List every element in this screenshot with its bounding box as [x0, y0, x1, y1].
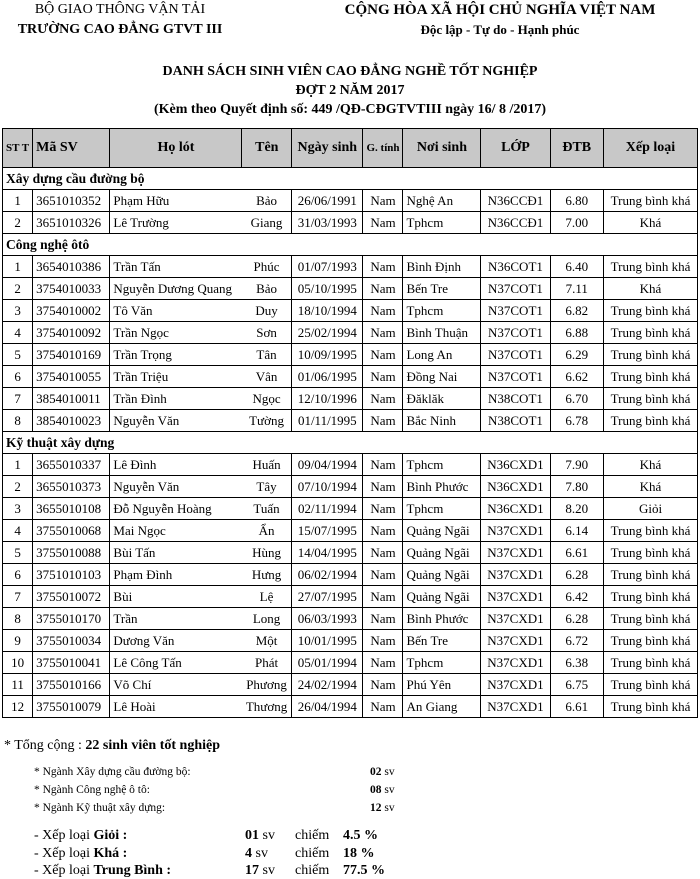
cell-birthdate: 26/04/1994	[292, 696, 363, 718]
cell-student-id: 3854010023	[33, 410, 110, 432]
table-row	[3, 366, 698, 388]
cell-stt: 6	[3, 366, 33, 388]
cell-stt: 1	[3, 190, 33, 212]
cell-birthdate: 02/11/1994	[292, 498, 363, 520]
cell-birthdate: 01/07/1993	[292, 256, 363, 278]
cell-birthdate: 25/02/1994	[292, 322, 363, 344]
cell-given-name: Sơn	[242, 322, 292, 344]
cell-stt: 3	[3, 498, 33, 520]
col-header-class: LỚP	[481, 129, 550, 168]
cell-ranking: Trung bình khá	[604, 630, 698, 652]
table-row	[3, 410, 698, 432]
cell-gpa: 8.20	[550, 498, 603, 520]
cell-surname: Mai Ngọc	[110, 520, 242, 542]
table-row	[3, 388, 698, 410]
table-row	[3, 454, 698, 476]
table-row	[3, 190, 698, 212]
cell-birthplace: Long An	[403, 344, 481, 366]
total-prefix: * Tổng cộng :	[4, 738, 86, 753]
cell-birthplace: Tphcm	[403, 454, 481, 476]
cell-student-id: 3651010326	[33, 212, 110, 234]
table-row	[3, 520, 698, 542]
graduates-table	[2, 128, 698, 718]
cell-ranking: Trung bình khá	[604, 410, 698, 432]
cell-birthdate: 01/11/1995	[292, 410, 363, 432]
cell-gender: Nam	[363, 564, 403, 586]
cell-birthdate: 15/07/1995	[292, 520, 363, 542]
table-row	[3, 212, 698, 234]
cell-surname: Trần Ngọc	[110, 322, 242, 344]
cell-class: N38COT1	[481, 388, 550, 410]
cell-gender: Nam	[363, 630, 403, 652]
cell-ranking: Trung bình khá	[604, 256, 698, 278]
table-row	[3, 300, 698, 322]
group-name: Xây dựng cầu đường bộ	[3, 168, 698, 190]
cell-class: N37COT1	[481, 366, 550, 388]
cell-stt: 2	[3, 212, 33, 234]
cell-birthplace: Đồng Nai	[403, 366, 481, 388]
cell-surname: Lê Hoài	[110, 696, 242, 718]
rank-word: chiếm	[295, 846, 330, 861]
cell-gpa: 7.80	[550, 476, 603, 498]
cell-student-id: 3655010373	[33, 476, 110, 498]
cell-ranking: Khá	[604, 476, 698, 498]
cell-student-id: 3755010088	[33, 542, 110, 564]
cell-birthplace: Bình Thuận	[403, 322, 481, 344]
cell-birthdate: 06/03/1993	[292, 608, 363, 630]
cell-birthplace: Tphcm	[403, 212, 481, 234]
cell-student-id: 3755010034	[33, 630, 110, 652]
cell-given-name: Tường	[242, 410, 292, 432]
cell-birthplace: Nghệ An	[403, 190, 481, 212]
cell-surname: Phạm Hữu	[110, 190, 242, 212]
cell-given-name: Duy	[242, 300, 292, 322]
cell-surname: Lê Đình	[110, 454, 242, 476]
cell-gpa: 6.42	[550, 586, 603, 608]
rank-word: chiếm	[295, 828, 330, 843]
cell-class: N36CXD1	[481, 454, 550, 476]
col-header-stt: ST T	[3, 129, 33, 168]
cell-given-name: Bảo	[242, 278, 292, 300]
industry-line: * Ngành Công nghệ ô tô:	[34, 784, 150, 796]
cell-ranking: Trung bình khá	[604, 652, 698, 674]
document-header-left	[0, 0, 240, 40]
cell-gpa: 6.82	[550, 300, 603, 322]
table-row	[3, 586, 698, 608]
cell-given-name: Huấn	[242, 454, 292, 476]
table-header-row	[3, 129, 698, 168]
cell-given-name: Một	[242, 630, 292, 652]
cell-gender: Nam	[363, 278, 403, 300]
cell-surname: Võ Chí	[110, 674, 242, 696]
cell-gpa: 6.78	[550, 410, 603, 432]
cell-gender: Nam	[363, 476, 403, 498]
table-row	[3, 476, 698, 498]
cell-class: N36CCĐ1	[481, 190, 550, 212]
cell-student-id: 3754010033	[33, 278, 110, 300]
cell-stt: 5	[3, 542, 33, 564]
industry-line: * Ngành Xây dựng cầu đường bộ:	[34, 766, 191, 778]
document-title: DANH SÁCH SINH VIÊN CAO ĐẲNG NGHỀ TỐT NGHIỆP	[162, 64, 538, 79]
cell-class: N37COT1	[481, 300, 550, 322]
cell-birthdate: 10/09/1995	[292, 344, 363, 366]
cell-student-id: 3755010041	[33, 652, 110, 674]
cell-birthplace: Bến Tre	[403, 630, 481, 652]
cell-stt: 5	[3, 344, 33, 366]
cell-surname: Bùi Tấn	[110, 542, 242, 564]
cell-gpa: 6.70	[550, 388, 603, 410]
cell-gpa: 6.80	[550, 190, 603, 212]
cell-ranking: Trung bình khá	[604, 608, 698, 630]
cell-birthdate: 01/06/1995	[292, 366, 363, 388]
cell-gender: Nam	[363, 322, 403, 344]
cell-birthplace: Bình Phước	[403, 476, 481, 498]
cell-birthplace: Bến Tre	[403, 278, 481, 300]
cell-ranking: Trung bình khá	[604, 586, 698, 608]
cell-stt: 4	[3, 520, 33, 542]
group-header-row	[3, 234, 698, 256]
cell-ranking: Trung bình khá	[604, 190, 698, 212]
col-header-gender: G. tính	[363, 129, 403, 168]
table-row	[3, 498, 698, 520]
cell-ranking: Trung bình khá	[604, 520, 698, 542]
group-header-row	[3, 168, 698, 190]
cell-ranking: Trung bình khá	[604, 300, 698, 322]
cell-student-id: 3755010068	[33, 520, 110, 542]
cell-ranking: Trung bình khá	[604, 542, 698, 564]
cell-student-id: 3655010337	[33, 454, 110, 476]
national-motto: Độc lập - Tự do - Hạnh phúc	[420, 22, 580, 37]
cell-stt: 4	[3, 322, 33, 344]
col-header-gpa: ĐTB	[550, 129, 603, 168]
cell-student-id: 3755010166	[33, 674, 110, 696]
cell-birthplace: Bắc Ninh	[403, 410, 481, 432]
table-body	[3, 168, 698, 718]
col-header-birthplace: Nơi sinh	[403, 129, 481, 168]
cell-given-name: Vân	[242, 366, 292, 388]
cell-birthplace: Tphcm	[403, 652, 481, 674]
cell-class: N36CXD1	[481, 476, 550, 498]
cell-given-name: Lệ	[242, 586, 292, 608]
cell-gpa: 6.28	[550, 608, 603, 630]
cell-gpa: 7.00	[550, 212, 603, 234]
cell-surname: Dương Văn	[110, 630, 242, 652]
cell-gender: Nam	[363, 520, 403, 542]
industry-count: 08 sv	[370, 784, 395, 796]
cell-gender: Nam	[363, 586, 403, 608]
cell-surname: Nguyễn Dương Quang	[110, 278, 242, 300]
cell-surname: Tô Văn	[110, 300, 242, 322]
cell-birthplace: Tphcm	[403, 498, 481, 520]
rank-line: - Xếp loại Trung Bình :	[34, 863, 172, 878]
cell-stt: 1	[3, 454, 33, 476]
cell-gpa: 6.38	[550, 652, 603, 674]
cell-birthdate: 05/01/1994	[292, 652, 363, 674]
cell-student-id: 3854010011	[33, 388, 110, 410]
cell-given-name: Giang	[242, 212, 292, 234]
cell-gpa: 6.40	[550, 256, 603, 278]
table-row	[3, 344, 698, 366]
cell-gpa: 6.62	[550, 366, 603, 388]
cell-stt: 2	[3, 278, 33, 300]
table-row	[3, 696, 698, 718]
cell-birthdate: 26/06/1991	[292, 190, 363, 212]
cell-gender: Nam	[363, 344, 403, 366]
col-header-ranking: Xếp loại	[604, 129, 698, 168]
cell-given-name: Bảo	[242, 190, 292, 212]
cell-student-id: 3754010092	[33, 322, 110, 344]
table-row	[3, 674, 698, 696]
cell-given-name: Long	[242, 608, 292, 630]
cell-given-name: Phát	[242, 652, 292, 674]
cell-stt: 1	[3, 256, 33, 278]
cell-birthplace: Bình Định	[403, 256, 481, 278]
cell-surname: Bùi	[110, 586, 242, 608]
total-count: 22 sinh viên tốt nghiệp	[85, 738, 220, 753]
cell-ranking: Trung bình khá	[604, 366, 698, 388]
table-row	[3, 652, 698, 674]
cell-student-id: 3654010386	[33, 256, 110, 278]
cell-birthplace: Quảng Ngãi	[403, 542, 481, 564]
cell-gender: Nam	[363, 410, 403, 432]
cell-class: N37CXD1	[481, 542, 550, 564]
cell-gender: Nam	[363, 608, 403, 630]
rank-count: 17 sv	[245, 863, 275, 878]
ministry-name: BỘ GIAO THÔNG VẬN TẢI	[34, 2, 206, 17]
cell-student-id: 3754010169	[33, 344, 110, 366]
cell-class: N37CXD1	[481, 652, 550, 674]
cell-class: N37CXD1	[481, 586, 550, 608]
cell-surname: Trần Triệu	[110, 366, 242, 388]
cell-gender: Nam	[363, 300, 403, 322]
cell-birthdate: 07/10/1994	[292, 476, 363, 498]
cell-student-id: 3754010055	[33, 366, 110, 388]
cell-ranking: Trung bình khá	[604, 564, 698, 586]
col-header-surname: Họ lót	[110, 129, 242, 168]
cell-class: N37CXD1	[481, 520, 550, 542]
cell-stt: 9	[3, 630, 33, 652]
cell-surname: Nguyễn Văn	[110, 476, 242, 498]
cell-birthdate: 14/04/1995	[292, 542, 363, 564]
cell-birthdate: 27/07/1995	[292, 586, 363, 608]
col-header-given-name: Tên	[242, 129, 292, 168]
cell-gpa: 6.29	[550, 344, 603, 366]
document-header-right	[300, 0, 700, 40]
cell-ranking: Khá	[604, 454, 698, 476]
cell-stt: 8	[3, 410, 33, 432]
rank-line: - Xếp loại Khá :	[34, 846, 128, 861]
table-row	[3, 322, 698, 344]
rank-percent: 4.5 %	[343, 828, 378, 843]
cell-gender: Nam	[363, 212, 403, 234]
cell-stt: 3	[3, 300, 33, 322]
cell-birthplace: An Giang	[403, 696, 481, 718]
cell-birthdate: 31/03/1993	[292, 212, 363, 234]
col-header-student-id: Mã SV	[33, 129, 110, 168]
cell-birthplace: Quảng Ngãi	[403, 520, 481, 542]
cell-stt: 6	[3, 564, 33, 586]
cell-class: N37COT1	[481, 344, 550, 366]
cell-given-name: Hưng	[242, 564, 292, 586]
table-row	[3, 256, 698, 278]
cell-gender: Nam	[363, 542, 403, 564]
cell-given-name: Phúc	[242, 256, 292, 278]
cell-given-name: Tây	[242, 476, 292, 498]
cell-stt: 12	[3, 696, 33, 718]
cell-gender: Nam	[363, 454, 403, 476]
industry-count: 02 sv	[370, 766, 395, 778]
cell-class: N36COT1	[481, 256, 550, 278]
cell-student-id: 3755010072	[33, 586, 110, 608]
cell-ranking: Trung bình khá	[604, 696, 698, 718]
table-row	[3, 278, 698, 300]
cell-student-id: 3655010108	[33, 498, 110, 520]
cell-class: N37CXD1	[481, 608, 550, 630]
cell-birthplace: Quảng Ngãi	[403, 586, 481, 608]
cell-gpa: 6.61	[550, 696, 603, 718]
cell-gpa: 6.88	[550, 322, 603, 344]
rank-word: chiếm	[295, 863, 330, 878]
cell-gpa: 6.28	[550, 564, 603, 586]
table-row	[3, 630, 698, 652]
cell-gpa: 6.61	[550, 542, 603, 564]
decision-reference: (Kèm theo Quyết định số: 449 /QĐ-CĐGTVTIII ngày 16/ 8 /2017)	[153, 102, 547, 117]
cell-gender: Nam	[363, 190, 403, 212]
cell-birthdate: 18/10/1994	[292, 300, 363, 322]
rank-percent: 77.5 %	[343, 863, 385, 878]
cell-surname: Phạm Đình	[110, 564, 242, 586]
cell-class: N36CCĐ1	[481, 212, 550, 234]
table-row	[3, 564, 698, 586]
cell-gender: Nam	[363, 674, 403, 696]
cell-gpa: 6.14	[550, 520, 603, 542]
cell-gpa: 6.72	[550, 630, 603, 652]
cell-surname: Trần Trọng	[110, 344, 242, 366]
cell-gpa: 7.11	[550, 278, 603, 300]
cell-birthdate: 10/01/1995	[292, 630, 363, 652]
cell-stt: 11	[3, 674, 33, 696]
cell-class: N38COT1	[481, 410, 550, 432]
cell-given-name: Hùng	[242, 542, 292, 564]
cell-birthdate: 09/04/1994	[292, 454, 363, 476]
cell-student-id: 3751010103	[33, 564, 110, 586]
cell-ranking: Trung bình khá	[604, 322, 698, 344]
cell-surname: Lê Công Tấn	[110, 652, 242, 674]
cell-ranking: Trung bình khá	[604, 674, 698, 696]
cell-class: N37CXD1	[481, 630, 550, 652]
cell-class: N36CXD1	[481, 498, 550, 520]
cell-ranking: Khá	[604, 278, 698, 300]
cell-stt: 7	[3, 586, 33, 608]
cell-gender: Nam	[363, 256, 403, 278]
cell-surname: Trần	[110, 608, 242, 630]
cell-surname: Trần Tấn	[110, 256, 242, 278]
cell-birthdate: 24/02/1994	[292, 674, 363, 696]
cell-surname: Trần Đình	[110, 388, 242, 410]
cell-gender: Nam	[363, 366, 403, 388]
group-header-row	[3, 432, 698, 454]
cell-given-name: Thương	[242, 696, 292, 718]
cell-class: N37COT1	[481, 278, 550, 300]
rank-count: 4 sv	[245, 846, 268, 861]
total-summary	[4, 738, 220, 754]
cell-stt: 2	[3, 476, 33, 498]
cell-gender: Nam	[363, 652, 403, 674]
cell-given-name: Tân	[242, 344, 292, 366]
cell-birthplace: Phú Yên	[403, 674, 481, 696]
cell-student-id: 3755010079	[33, 696, 110, 718]
cell-ranking: Trung bình khá	[604, 388, 698, 410]
cell-ranking: Giỏi	[604, 498, 698, 520]
rank-line: - Xếp loại Giỏi :	[34, 828, 128, 843]
group-name: Kỹ thuật xây dựng	[3, 432, 698, 454]
cell-birthdate: 05/10/1995	[292, 278, 363, 300]
cell-stt: 10	[3, 652, 33, 674]
cell-birthdate: 06/02/1994	[292, 564, 363, 586]
cell-birthplace: Bình Phước	[403, 608, 481, 630]
group-name: Công nghệ ôtô	[3, 234, 698, 256]
cell-class: N37CXD1	[481, 674, 550, 696]
industry-count: 12 sv	[370, 802, 395, 814]
cell-class: N37COT1	[481, 322, 550, 344]
batch-title: ĐỢT 2 NĂM 2017	[295, 83, 405, 98]
cell-given-name: Phương	[242, 674, 292, 696]
cell-class: N37CXD1	[481, 696, 550, 718]
cell-gpa: 7.90	[550, 454, 603, 476]
cell-ranking: Khá	[604, 212, 698, 234]
col-header-birthdate: Ngày sinh	[292, 129, 363, 168]
cell-student-id: 3651010352	[33, 190, 110, 212]
cell-gender: Nam	[363, 696, 403, 718]
cell-student-id: 3754010002	[33, 300, 110, 322]
cell-surname: Nguyễn Văn	[110, 410, 242, 432]
cell-surname: Lê Trường	[110, 212, 242, 234]
rank-count: 01 sv	[245, 828, 275, 843]
cell-gpa: 6.75	[550, 674, 603, 696]
table-row	[3, 608, 698, 630]
cell-stt: 8	[3, 608, 33, 630]
document-titles	[0, 62, 700, 119]
cell-stt: 7	[3, 388, 33, 410]
table-row	[3, 542, 698, 564]
rank-percent: 18 %	[343, 846, 375, 861]
cell-given-name: Tuấn	[242, 498, 292, 520]
cell-gender: Nam	[363, 388, 403, 410]
industry-line: * Ngành Kỹ thuật xây dựng:	[34, 802, 166, 814]
cell-birthplace: Tphcm	[403, 300, 481, 322]
cell-gender: Nam	[363, 498, 403, 520]
cell-given-name: Ngọc	[242, 388, 292, 410]
school-name: TRƯỜNG CAO ĐẲNG GTVT III	[17, 22, 223, 37]
cell-surname: Đỗ Nguyễn Hoàng	[110, 498, 242, 520]
cell-birthplace: Quảng Ngãi	[403, 564, 481, 586]
cell-given-name: Ẩn	[242, 520, 292, 542]
cell-ranking: Trung bình khá	[604, 344, 698, 366]
republic-name: CỘNG HÒA XÃ HỘI CHỦ NGHĨA VIỆT NAM	[344, 2, 656, 18]
cell-class: N37CXD1	[481, 564, 550, 586]
cell-birthdate: 12/10/1996	[292, 388, 363, 410]
cell-student-id: 3755010170	[33, 608, 110, 630]
cell-birthplace: Đăklăk	[403, 388, 481, 410]
